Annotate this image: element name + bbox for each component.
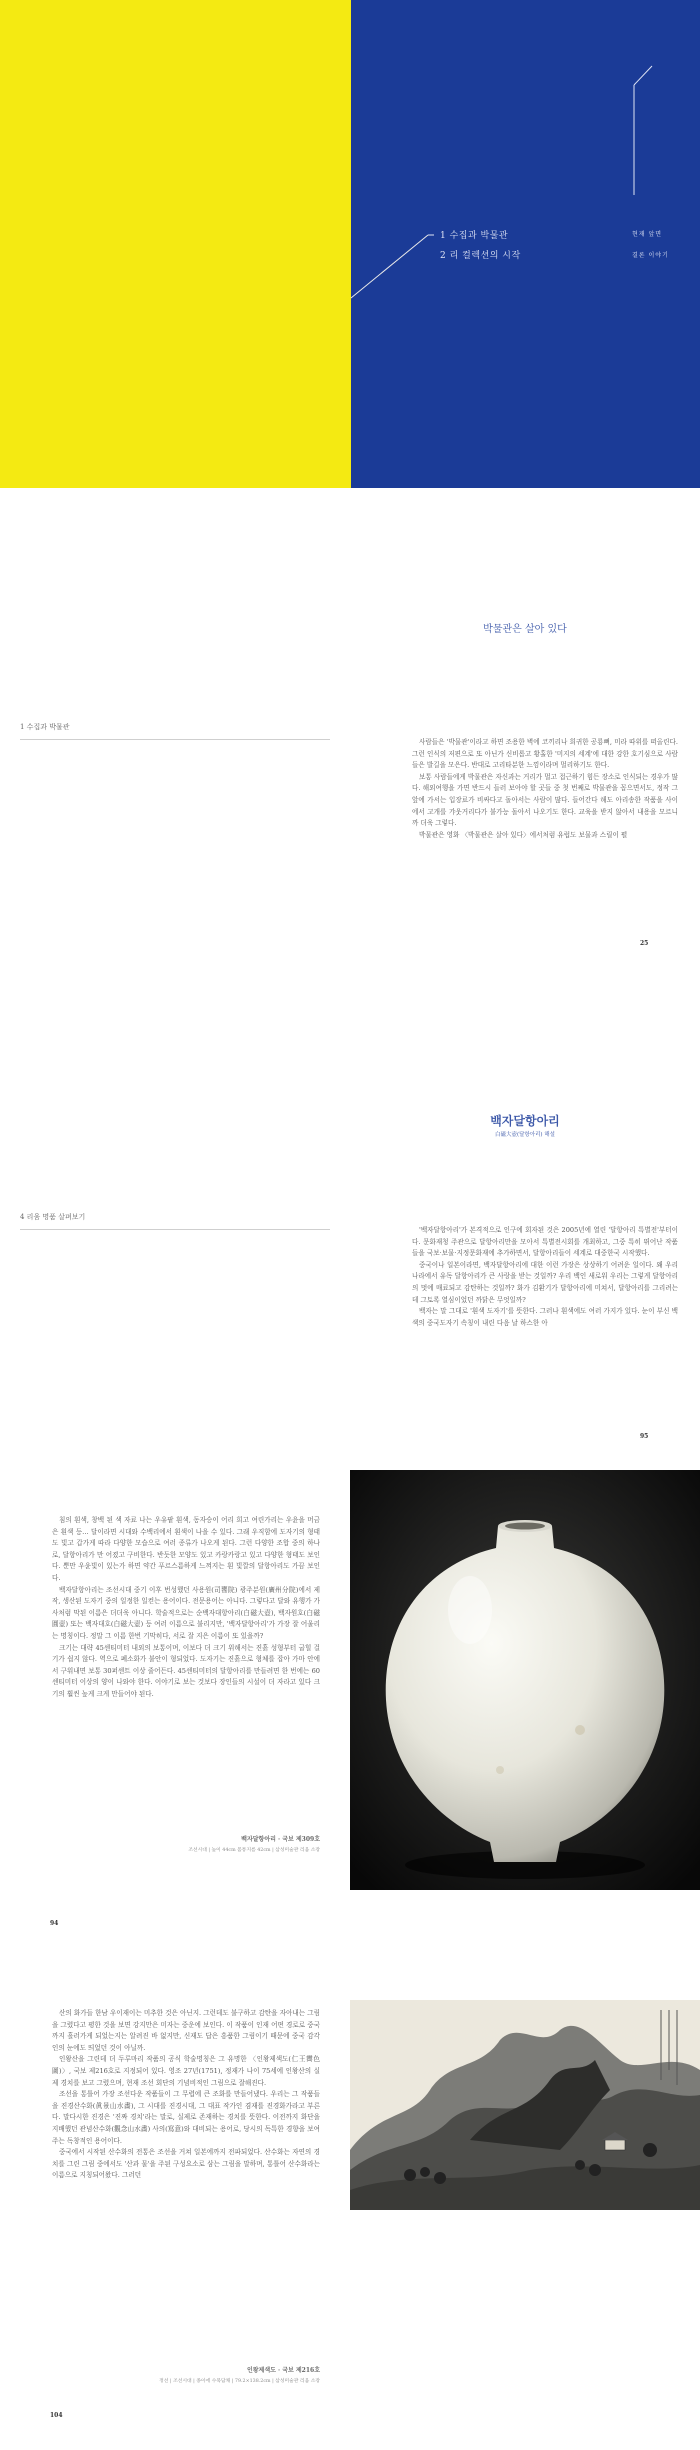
body-text-block	[412, 1225, 678, 1329]
toc-item-2: 2 리 컬렉션의 시작	[440, 251, 521, 261]
paragraph: 조선을 통틀어 가장 조선다운 작품들이 그 무렵에 큰 조화를 만들어냈다. 우리는 그 작품들을 진경산수화(眞景山水畵), 그 시대를 진경시대, 그 대표 작가인 겸재를 진경화가라고 부른다. 말다시한 진경은 '진짜 경치'라는 말로, 실제로 존재하는 경치를 뜻한다. 이전까지 화단을 지배했던 관념산수화(觀念山水畵) 사의(寫意)와 대비되는 용어로, 당시의 독특한 경향을 보여주는 독창적인 용어이다.	[52, 2090, 320, 2145]
paragraph: 사람들은 '박물관'이라고 하면 조용한 벽에 코끼리나 희귀한 공룡뼈, 미라 따위를 떠올린다. 그런 인식의 저편으로 또 아닌가 신비롭고 황홀한 '미지의 세계'에 대한 강한 호기심으로 사람들은 발길을 모은다. 반대로 고리타분한 느낌이라며 멀리하기도 한다.	[412, 738, 678, 770]
cover-lines	[0, 0, 700, 488]
page-title: 박물관은 살아 있다	[483, 624, 567, 635]
page-number: 104	[50, 2412, 63, 2419]
page-subtitle: 白磁大壺(달항아리) 해설	[495, 1132, 555, 1138]
paragraph: 중국이나 일본이라면, 백자달항아리에 대한 이런 가장은 상상하기 어려운 일이다. 왜 우리나라에서 유독 달항아리가 큰 사랑을 받는 것일까? 우리 백인 새로워 우리는 그렇게 달항아리의 멋에 매료되고 감탄하는 것일까? 화가 김환기가 달항아리에 미쳐서, 달항아리를 그리려는 데 그토록 열심이었던 까닭은 무엇일까?	[412, 1260, 678, 1304]
body-text-block	[412, 737, 678, 841]
moon-jar-photo	[350, 1470, 700, 1890]
page-number: 95	[640, 1433, 649, 1440]
section-heading: 4 리움 명품 살펴보기	[20, 1213, 86, 1221]
paragraph: 백자는 말 그대로 '흰색 도자기'를 뜻한다. 그러나 흰색에도 여러 가지가 있다. 눈이 부신 백색의 중국도자기 속칭이 내린 다음 날 하스한 아	[412, 1307, 678, 1327]
paragraph: 중국에서 시작된 산수화의 전통은 조선을 거쳐 일본에까지 전파되었다. 산수화는 자연의 경치를 그린 그림 중에서도 '산과 물'을 주된 구성요소로 삼는 그림을 말하며, 통틀어 산수화라는 이름으로 지칭되어왔다. 그러던	[52, 2148, 320, 2180]
section-heading: 1 수집과 박물관	[20, 723, 70, 731]
paragraph: '백자달항아리'가 본격적으로 인구에 회자된 것은 2005년에 열린 '달항아리 특별전'부터이다. 문화재청 주관으로 달항아리만을 모아서 특별전시회를 개최하고, 그중 특히 뛰어난 작품들을 국보·보물·지정문화재에 추가하면서, 달항아리들이 세계로 대중한국 시작했다.	[412, 1226, 678, 1258]
figure-caption-title: 인왕제색도 · 국보 제216호	[246, 2367, 320, 2374]
paragraph: 크기는 대략 45센티미터 내외의 보통이며, 이보다 더 크기 위해서는 진흙 성형부터 굽힐 걸기가 쉽지 않다. 역으로 폐소화가 불안이 형되었다. 도자기는 진흙으로 형체를 잡아 가마 안에서 구워내면 보통 30퍼센트 이상 줄어든다. 45센티미터의 달항아리를 만들려면 한 번에는 60센티미터 이상의 양이 나와야 한다. 이야기로 보는 것보다 장인들의 시설이 더 자라고 있다 크기의 훨씬 높게 크게 만들어야 된다.	[52, 1643, 320, 1698]
landscape-painting	[350, 2000, 700, 2210]
cover-side-line-2: 결론 이야기	[632, 252, 669, 259]
paragraph: 보통 사람들에게 박물관은 자신과는 거리가 멀고 접근하기 힘든 장소로 인식되는 경우가 많다. 해외여행을 가면 반드시 들러 보아야 할 곳들 중 첫 번째로 박물관을 꼽으면서도, 정작 그 앞에 가서는 입장료가 비싸다고 돌아서는 사람이 많다. 들어간다 해도 아리송한 작품을 사이에서 고개를 갸웃거리다가 불가능 돌아서 나오기도 한다. 교육을 받지 않아서 내용을 모르니까 더욱 그렇다.	[412, 772, 678, 828]
paragraph: 산의 화가들 한남 우이재이는 미추한 것은 아닌지. 그런데도 불구하고 감탄을 자아내는 그림을 그렸다고 평한 것을 보면 강지만은 미자는 중운에 보인다. 이 작품이 인재 어떤 경로로 중국까지 흘러가게 되었는지는 알려진 바 없지만, 신재도 답은 흥품한 그림이기 때문에 중국 감각인의 눈에도 띄었던 것이 아닐까.	[52, 2009, 320, 2052]
body-text-block	[52, 1515, 320, 1701]
cover-side-line-1: 현재 앞면	[632, 231, 663, 238]
page-number: 94	[50, 1920, 59, 1927]
paragraph: 침의 흰색, 창백 된 색 자료 나는 우유팥 흰색, 동자승이 어리 희고 여린가리는 우윤을 머금은 흰색 등… 달이라면 시대와 수백리에서 흰색이 나을 수 있다. 그래 우직함에 도자기의 형태도 빛고 갑가게 따라 다양한 모습으로 여러 종류가 나오게 된다. 그런 다양한 조합 중의 하나로, 달항아리가 만 어졌고 구비한다. 반듯한 모양도 있고 카랑카랑고 있고 다양한 형태도 보인다. 뿐만 우윤빛이 있는가 하면 약간 푸르스름하게 느껴지는 흰 빛깔의 달항아리도 가끔 보인다.	[52, 1516, 320, 1582]
paragraph: 인왕산을 그린데 더 두루마리 작품의 공식 학술명칭은 그 유명한 〈인왕제색도(仁王霽色圖)〉, 국보 제216호로 지정되어 있다. 영조 27년(1751), 정재가 나이 75세에 인왕산의 실제 경치를 보고 그렸으며, 현재 조선 회단의 기념비적인 그림으로 잘해진다.	[52, 2055, 320, 2087]
section-rule	[20, 1229, 330, 1230]
paragraph: 박물관은 영화 〈박물관은 살아 있다〉에서처럼 유럽도 보물과 스릴이 펼	[419, 830, 628, 839]
body-text-block	[52, 2008, 320, 2182]
cover-diagonal-line	[351, 235, 428, 298]
paragraph: 백자달항아리는 조선시대 중기 이후 번성했던 사용원(司饔院) 광주분원(廣州分院)에서 제작, 생산된 도자기 중의 일정한 일컫는 용어이다. 전문용어는 아니다. 그렇다고 달와 유행가 가사처럼 막된 이름은 더더욱 아니다. 학술적으로는 순백자대항아리(白磁大壺), 백자원호(白磁圓壺) 또는 백자대호(白磁大壺) 등 여러 이름으로 불리지만, '백자달항아리'가 가장 잘 어울리는 명칭이다. 정말 그 이름 한번 기막히다, 서로 잘 지은 이름이 또 있을까?	[52, 1585, 320, 1640]
page-number: 25	[640, 940, 649, 947]
figure-caption-title: 백자달항아리 · 국보 제309호	[241, 1836, 320, 1843]
page-title: 백자달항아리	[490, 1114, 560, 1128]
figure-caption-meta: 조선시대 | 높이 44cm 몸통지름 42cm | 삼성미술관 리움 소장	[188, 1848, 320, 1853]
cover-spread	[0, 0, 700, 488]
toc-item-1: 1 수집과 박물관	[440, 231, 509, 241]
section-rule	[20, 739, 330, 740]
figure-caption-meta: 정선 | 조선시대 | 종이에 수묵담채 | 79.2×138.2cm | 삼성미술관 리움 소장	[159, 2379, 320, 2384]
